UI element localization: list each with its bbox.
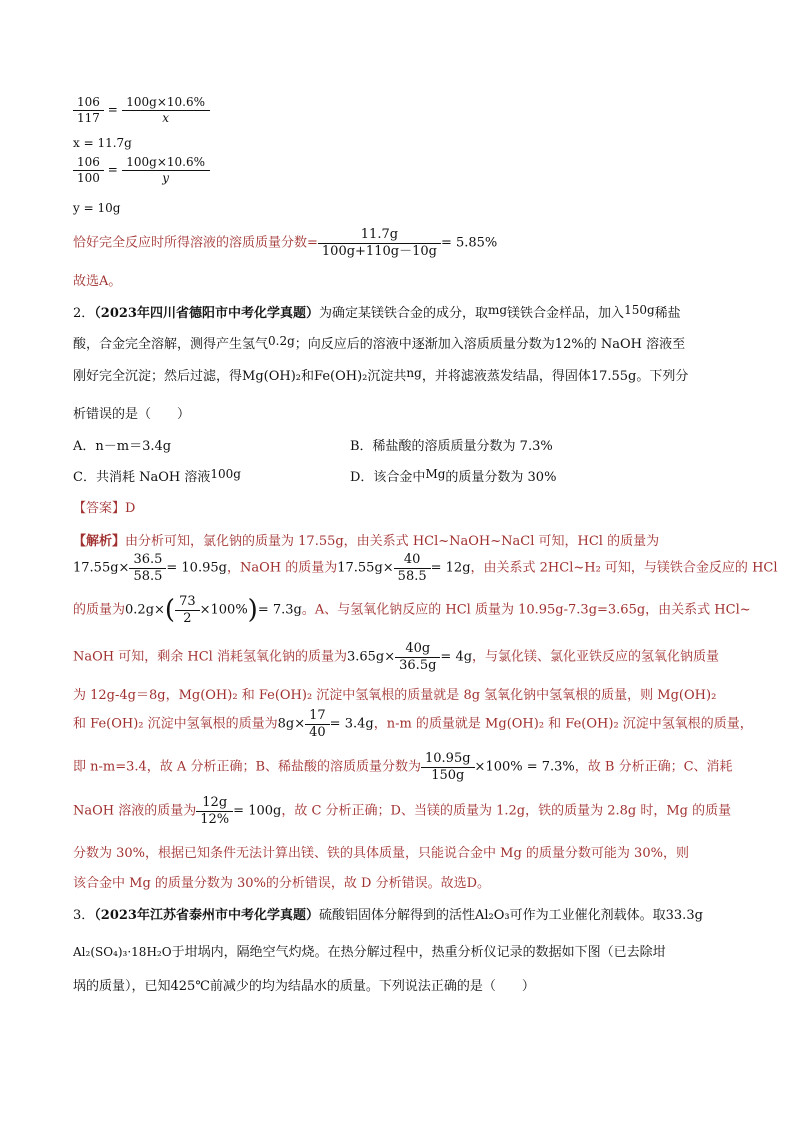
fraction: $\frac{10.95g}{150g}$ [423, 752, 473, 782]
fraction: $\frac{100g\times 10.6\%}{y}$ [124, 156, 208, 184]
fraction: $\frac{36.5}{58.5}$ [131, 553, 164, 583]
analysis-line-8: NaOH 溶液的质量为 $\frac{12g}{12\%}$ = 100g，故 C 分析正确；D、当镁的质量为 1.2g，铁的质量为 2.8g 时，Mg 的质量 [73, 795, 732, 827]
analysis-line-2: 17.55g× $\frac{36.5}{58.5}$ = 10.95g，NaOH 的质量为17.55g× $\frac{40}{58.5}$ = 12g，由关系式 2HCl~H₂ 可知，与镁铁合金反应的 HCl [73, 552, 778, 584]
q2-line-4: 析错误的是（ ） [73, 407, 191, 422]
q2-option-b: B．稀盐酸的溶质质量分数为 7.3% [350, 439, 553, 454]
analysis-line-6: 和 Fe(OH)₂ 沉淀中氢氧根的质量为8g× $\frac{17}{40}$ = 3.4g，n-m 的质量就是 Mg(OH)₂ 和 Fe(OH)₂ 沉淀中氢氧根的质量， [73, 708, 753, 740]
equation-1: $\frac{106}{117}$ = $\frac{100g\times 10.6\%}{x}$ [73, 96, 210, 124]
fraction: $\frac{106}{100}$ [75, 156, 102, 184]
q3-line-3: 埚的质量），已知425℃前减少的均为结晶水的质量。下列说法正确的是（ ） [73, 979, 535, 994]
analysis-line-9: 分数为 30%，根据已知条件无法计算出镁、铁的具体质量，只能说合金中 Mg 的质量分数可能为 30%，则 [73, 846, 689, 861]
fraction: $\frac{12g}{12\%}$ [198, 796, 231, 826]
analysis-line-7: 即 n-m=3.4，故 A 分析正确；B、稀盐酸的溶质质量分数为 $\frac{10.95g}{150g}$ ×100% = 7.3%，故 B 分析正确；C、消耗 [73, 751, 733, 783]
fraction: $\frac{17}{40}$ [307, 709, 328, 739]
equation-2: $\frac{106}{100}$ = $\frac{100g\times 10.6\%}{y}$ [73, 156, 210, 184]
fraction: $\frac{100g\times 10.6\%}{x}$ [124, 96, 208, 124]
q2-line-2: 酸，合金完全溶解，测得产生氢气0.2g；向反应后的溶液中逐渐加入溶质质量分数为12%的 NaOH 溶液至 [73, 334, 686, 352]
fraction: $\frac{106}{117}$ [75, 96, 102, 124]
fraction: $\frac{73}{2}$ [177, 595, 198, 625]
fraction: $\frac{40g}{36.5g}$ [397, 642, 438, 672]
analysis-line-4: NaOH 可知，剩余 HCl 消耗氢氧化钠的质量为3.65g× $\frac{40g}{36.5g}$ = 4g，与氯化镁、氯化亚铁反应的氢氧化钠质量 [73, 641, 720, 673]
q2-option-c: C．共消耗 NaOH 溶液100g [73, 467, 241, 485]
q2-line-3: 刚好完全沉淀；然后过滤，得Mg(OH)₂和Fe(OH)₂沉淀共ng，并将滤液蒸发结晶，得固体17.55g。下列分 [73, 366, 689, 384]
q2-option-d: D．该合金中Mg的质量分数为 30% [350, 467, 557, 485]
q2-line-1: 2．（2023年四川省德阳市中考化学真题）为确定某镁铁合金的成分，取mg镁铁合金样品，加入150g稀盐 [73, 303, 681, 321]
analysis-line-10: 该合金中 Mg 的质量分数为 30%的分析错误，故 D 分析错误。故选D。 [73, 876, 491, 891]
x-result: x = 11.7g [73, 136, 132, 150]
q2-answer: 【答案】D [73, 501, 136, 516]
conclusion: 故选A。 [73, 274, 122, 289]
fraction: $\frac{40}{58.5}$ [396, 553, 429, 583]
mass-fraction-line: 恰好完全反应时所得溶液的溶质质量分数= $\frac{11.7g}{100g+110g-10g}$ = 5.85% [73, 227, 498, 259]
q2-option-a: A．n－m＝3.4g [73, 439, 172, 454]
analysis-line-5: 为 12g-4g＝8g，Mg(OH)₂ 和 Fe(OH)₂ 沉淀中氢氧根的质量就是 8g 氢氧化钠中氢氧根的质量，则 Mg(OH)₂ [73, 688, 717, 703]
analysis-line-1: 【解析】由分析可知，氯化钠的质量为 17.55g，由关系式 HCl~NaOH~NaCl 可知，HCl 的质量为 [73, 534, 660, 549]
q3-line-1: 3．（2023年江苏省泰州市中考化学真题）硫酸铝固体分解得到的活性Al₂O₃可作为工业催化剂载体。取33.3g [73, 908, 703, 923]
fraction: $\frac{11.7g}{100g+110g-10g}$ [320, 228, 439, 258]
q3-line-2: Al₂(SO₄)₃·18H₂O于坩埚内，隔绝空气灼烧。在热分解过程中，热重分析仪记录的数据如下图（已去除坩 [73, 945, 666, 960]
analysis-line-3: 的质量为0.2g×( $\frac{73}{2}$ ×100%)= 7.3g。A、与氢氧化钠反应的 HCl 质量为 10.95g-7.3g=3.65g，由关系式 HCl~ [73, 594, 751, 626]
y-result: y = 10g [73, 201, 121, 215]
